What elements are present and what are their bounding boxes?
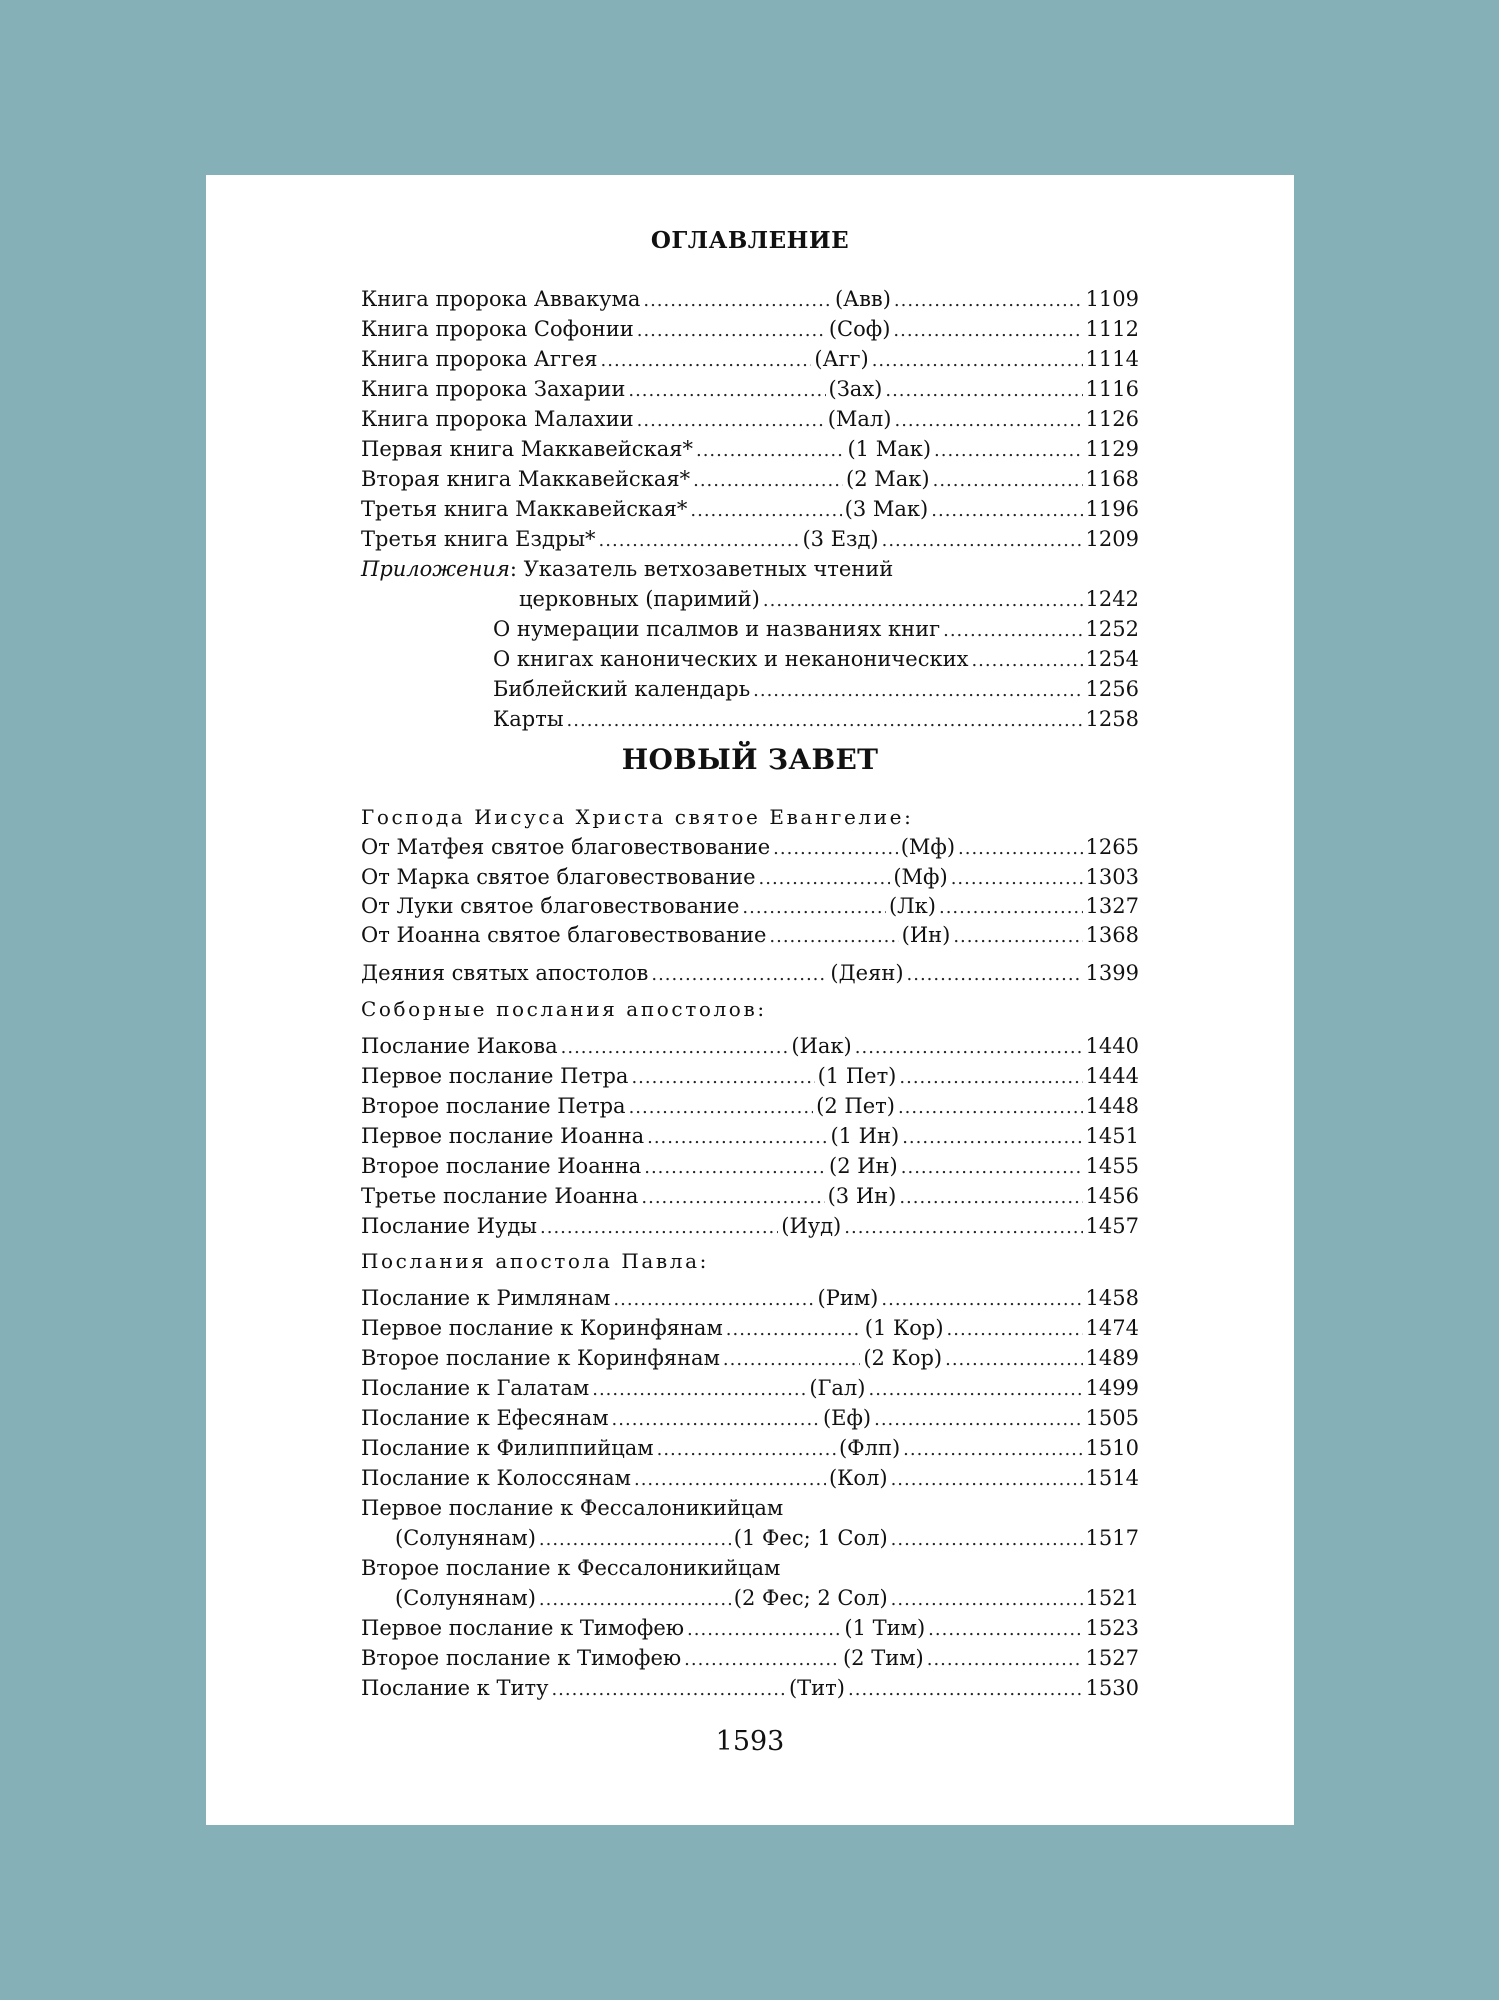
entry-page: 1458 bbox=[1085, 1286, 1139, 1310]
leader-dots bbox=[898, 1094, 1083, 1122]
toc-entry[interactable] bbox=[361, 375, 1139, 403]
toc-entry[interactable] bbox=[395, 1584, 1139, 1612]
entry-page: 1521 bbox=[1085, 1586, 1139, 1610]
entry-title: Книга пророка Малахии bbox=[361, 407, 634, 431]
toc-entry[interactable] bbox=[361, 1122, 1139, 1150]
toc-entry[interactable] bbox=[493, 675, 1139, 703]
leader-dots bbox=[945, 1346, 1082, 1374]
leader-dots bbox=[561, 1034, 789, 1062]
leader-dots bbox=[891, 1466, 1083, 1494]
entry-abbr: (Мф) bbox=[900, 835, 956, 859]
leader-dots bbox=[939, 894, 1083, 922]
leader-dots bbox=[690, 497, 841, 525]
toc-entry[interactable] bbox=[361, 1614, 1139, 1642]
entry-title: Первая книга Маккавейская* bbox=[361, 437, 693, 461]
leader-dots bbox=[907, 961, 1083, 989]
entry-abbr: (2 Пет) bbox=[816, 1094, 895, 1118]
leader-dots bbox=[657, 1436, 836, 1464]
toc-entry[interactable] bbox=[361, 1212, 1139, 1240]
entry-page: 1256 bbox=[1085, 677, 1139, 701]
entry-title: Вторая книга Маккавейская* bbox=[361, 467, 691, 491]
entry-page: 1451 bbox=[1085, 1124, 1139, 1148]
leader-dots bbox=[613, 1286, 814, 1314]
entry-page: 1527 bbox=[1085, 1646, 1139, 1670]
entry-page: 1368 bbox=[1085, 923, 1140, 947]
appendix-label: Приложения bbox=[361, 557, 510, 581]
entry-page: 1242 bbox=[1085, 587, 1139, 611]
entry-page: 1456 bbox=[1085, 1184, 1139, 1208]
entry-title: Книга пророка Захарии bbox=[361, 377, 626, 401]
entry-abbr: (2 Ин) bbox=[829, 1154, 898, 1178]
entry-title: О книгах канонических и неканонических bbox=[493, 647, 969, 671]
leader-dots bbox=[894, 287, 1083, 315]
entry-abbr: (3 Езд) bbox=[802, 527, 879, 551]
leader-dots bbox=[953, 923, 1082, 951]
entry-page: 1530 bbox=[1085, 1676, 1139, 1700]
leader-dots bbox=[894, 407, 1082, 435]
entry-abbr: (Соф) bbox=[828, 317, 891, 341]
entry-page: 1517 bbox=[1085, 1526, 1139, 1550]
leader-dots bbox=[612, 1406, 820, 1434]
entry-page: 1109 bbox=[1085, 287, 1140, 311]
leader-dots bbox=[693, 467, 843, 495]
entry-abbr: (Зах) bbox=[828, 377, 883, 401]
entry-abbr: (Мф) bbox=[893, 865, 948, 889]
leader-dots bbox=[769, 923, 898, 951]
entry-title: От Марка святое благовествование bbox=[361, 865, 756, 889]
entry-abbr: (Деян) bbox=[830, 961, 904, 985]
entry-abbr: (2 Тим) bbox=[842, 1646, 924, 1670]
entry-page: 1514 bbox=[1085, 1466, 1139, 1490]
pauline-header: Послания апостола Павла: bbox=[361, 1249, 709, 1273]
entry-abbr: (Тит) bbox=[788, 1676, 845, 1700]
book-page bbox=[206, 175, 1294, 1825]
entry-page: 1258 bbox=[1085, 707, 1139, 731]
entry-page: 1440 bbox=[1085, 1034, 1139, 1058]
leader-dots bbox=[592, 1376, 806, 1404]
leader-dots bbox=[629, 1094, 814, 1122]
entry-abbr: (1 Мак) bbox=[847, 437, 932, 461]
entry-title: От Луки святое благовествование bbox=[361, 894, 740, 918]
leader-dots bbox=[899, 1064, 1082, 1092]
toc-entry[interactable] bbox=[361, 315, 1139, 343]
entry-title: От Иоанна святое благовествование bbox=[361, 923, 767, 947]
leader-dots bbox=[759, 865, 891, 893]
entry-title: Первое послание к Тимофею bbox=[361, 1616, 685, 1640]
entry-page: 1126 bbox=[1085, 407, 1139, 431]
entry-title: Второе послание к Коринфянам bbox=[361, 1346, 720, 1370]
toc-entry[interactable] bbox=[361, 1434, 1139, 1462]
entry-abbr: (Флп) bbox=[838, 1436, 901, 1460]
entry-page: 1457 bbox=[1085, 1214, 1139, 1238]
entry-page: 1114 bbox=[1085, 347, 1139, 371]
entry-title: Второе послание Иоанна bbox=[361, 1154, 642, 1178]
entry-page: 1444 bbox=[1085, 1064, 1139, 1088]
toc-entry[interactable] bbox=[361, 1092, 1139, 1120]
toc-entry[interactable] bbox=[361, 1374, 1139, 1402]
toc-entry[interactable] bbox=[361, 1032, 1139, 1060]
toc-entry[interactable] bbox=[361, 1344, 1139, 1372]
leader-dots bbox=[931, 497, 1082, 525]
entry-page: 1112 bbox=[1085, 317, 1139, 341]
leader-dots bbox=[903, 1436, 1082, 1464]
entry-page: 1116 bbox=[1085, 377, 1139, 401]
entry-title: Послание к Галатам bbox=[361, 1376, 590, 1400]
entry-abbr: (2 Фес; 2 Сол) bbox=[733, 1586, 888, 1610]
leader-dots bbox=[647, 1124, 827, 1152]
entry-title: Первое послание Петра bbox=[361, 1064, 629, 1088]
toc-entry[interactable] bbox=[395, 1524, 1139, 1552]
entry-title: Третье послание Иоанна bbox=[361, 1184, 639, 1208]
leader-dots bbox=[943, 617, 1082, 645]
toc-entry[interactable] bbox=[361, 495, 1139, 523]
entry-title: Послание Иакова bbox=[361, 1034, 558, 1058]
entry-title: Книга пророка Аввакума bbox=[361, 287, 641, 311]
entry-title: Деяния святых апостолов bbox=[361, 961, 649, 985]
entry-title: Послание к Колоссянам bbox=[361, 1466, 631, 1490]
entry-abbr: (2 Кор) bbox=[863, 1346, 943, 1370]
leader-dots bbox=[899, 1184, 1082, 1212]
leader-dots bbox=[601, 347, 812, 375]
toc-entry[interactable] bbox=[361, 1464, 1139, 1492]
catholic-header: Соборные послания апостолов: bbox=[361, 997, 767, 1021]
leader-dots bbox=[540, 1214, 778, 1242]
entry-page: 1510 bbox=[1085, 1436, 1139, 1460]
entry-abbr: (Рим) bbox=[817, 1286, 879, 1310]
entry-abbr: (Ин) bbox=[901, 923, 951, 947]
toc-entry[interactable] bbox=[361, 892, 1139, 920]
toc-entry[interactable] bbox=[361, 959, 1139, 987]
leader-dots bbox=[742, 894, 886, 922]
toc-entry[interactable] bbox=[361, 465, 1139, 493]
toc-entry[interactable] bbox=[361, 1284, 1139, 1312]
leader-dots bbox=[753, 677, 1082, 705]
appendix-first-line: : Указатель ветхозаветных чтений bbox=[509, 557, 894, 581]
entry-abbr: (Иак) bbox=[791, 1034, 852, 1058]
entry-page: 1489 bbox=[1085, 1346, 1139, 1370]
leader-dots bbox=[634, 1466, 826, 1494]
entry-title: Карты bbox=[493, 707, 564, 731]
entry-title: Книга пророка Аггея bbox=[361, 347, 598, 371]
toc-entry[interactable] bbox=[361, 345, 1139, 373]
entry-page: 1168 bbox=[1085, 467, 1139, 491]
toc-entry[interactable] bbox=[361, 525, 1139, 553]
page-number: 1593 bbox=[715, 1726, 785, 1757]
toc-entry[interactable] bbox=[361, 1644, 1139, 1672]
entry-abbr: (2 Мак) bbox=[846, 467, 930, 491]
entry-title: Библейский календарь bbox=[493, 677, 751, 701]
nt-title: НОВЫЙ ЗАВЕТ bbox=[621, 743, 879, 776]
gospels-header: Господа Иисуса Христа святое Евангелие: bbox=[361, 805, 914, 829]
leader-dots bbox=[885, 377, 1082, 405]
leader-dots bbox=[928, 1616, 1082, 1644]
entry-page: 1129 bbox=[1085, 437, 1139, 461]
toc-entry[interactable] bbox=[493, 615, 1139, 643]
entry-page: 1303 bbox=[1085, 865, 1139, 889]
entry-title: Послание к Ефесянам bbox=[361, 1406, 609, 1430]
entry-title: (Солунянам) bbox=[395, 1526, 536, 1550]
leader-dots bbox=[848, 1676, 1083, 1704]
entry-first-line: Второе послание к Фессалоникийцам bbox=[361, 1556, 781, 1580]
leader-dots bbox=[872, 347, 1083, 375]
toc-entry[interactable] bbox=[361, 863, 1139, 891]
entry-title: Первое послание Иоанна bbox=[361, 1124, 645, 1148]
entry-page: 1252 bbox=[1085, 617, 1139, 641]
entry-title: О нумерации псалмов и названиях книг bbox=[493, 617, 941, 641]
leader-dots bbox=[947, 1316, 1083, 1344]
entry-page: 1455 bbox=[1085, 1154, 1139, 1178]
entry-page: 1265 bbox=[1085, 835, 1139, 859]
leader-dots bbox=[551, 1676, 786, 1704]
entry-title: От Матфея святое благовествование bbox=[361, 835, 771, 859]
leader-dots bbox=[881, 1286, 1082, 1314]
leader-dots bbox=[763, 587, 1083, 615]
toc-entry[interactable] bbox=[361, 1404, 1139, 1432]
toc-entry[interactable] bbox=[361, 405, 1139, 433]
leader-dots bbox=[902, 1124, 1082, 1152]
leader-dots bbox=[726, 1316, 862, 1344]
leader-dots bbox=[644, 1154, 826, 1182]
leader-dots bbox=[958, 835, 1083, 863]
leader-dots bbox=[539, 1586, 731, 1614]
leader-dots bbox=[628, 377, 825, 405]
entry-page: 1499 bbox=[1085, 1376, 1139, 1400]
leader-dots bbox=[844, 1214, 1082, 1242]
entry-page: 1505 bbox=[1085, 1406, 1139, 1430]
entry-abbr: (Агг) bbox=[814, 347, 869, 371]
toc-entry[interactable] bbox=[361, 285, 1139, 313]
toc-title: ОГЛАВЛЕНИЕ bbox=[650, 227, 850, 254]
toc-entry[interactable] bbox=[361, 833, 1139, 861]
entry-title: Книга пророка Софонии bbox=[361, 317, 634, 341]
leader-dots bbox=[643, 287, 832, 315]
toc-entry[interactable] bbox=[361, 921, 1139, 949]
entry-abbr: (3 Ин) bbox=[827, 1184, 897, 1208]
appendix-heading bbox=[361, 555, 893, 583]
leader-dots bbox=[933, 467, 1083, 495]
entry-abbr: (1 Ин) bbox=[830, 1124, 900, 1148]
entry-abbr: (1 Пет) bbox=[817, 1064, 897, 1088]
leader-dots bbox=[874, 1406, 1082, 1434]
entry-title: Второе послание Петра bbox=[361, 1094, 626, 1118]
entry-page: 1399 bbox=[1085, 961, 1139, 985]
leader-dots bbox=[631, 1064, 814, 1092]
leader-dots bbox=[927, 1646, 1083, 1674]
entry-title: Третья книга Маккавейская* bbox=[361, 497, 688, 521]
leader-dots bbox=[868, 1376, 1082, 1404]
entry-title: Послание Иуды bbox=[361, 1214, 537, 1238]
leader-dots bbox=[773, 835, 898, 863]
toc-entry[interactable] bbox=[493, 645, 1139, 673]
toc-entry[interactable] bbox=[493, 705, 1139, 733]
entry-abbr: (1 Тим) bbox=[844, 1616, 926, 1640]
leader-dots bbox=[651, 961, 827, 989]
leader-dots bbox=[696, 437, 845, 465]
leader-dots bbox=[637, 317, 826, 345]
leader-dots bbox=[687, 1616, 841, 1644]
entry-abbr: (Еф) bbox=[822, 1406, 872, 1430]
entry-abbr: (1 Кор) bbox=[864, 1316, 944, 1340]
leader-dots bbox=[934, 437, 1083, 465]
leader-dots bbox=[599, 527, 800, 555]
entry-abbr: (Мал) bbox=[827, 407, 892, 431]
entry-title: Первое послание к Коринфянам bbox=[361, 1316, 723, 1340]
entry-page: 1327 bbox=[1085, 894, 1139, 918]
leader-dots bbox=[891, 1586, 1083, 1614]
leader-dots bbox=[855, 1034, 1083, 1062]
leader-dots bbox=[891, 1526, 1083, 1554]
entry-page: 1448 bbox=[1085, 1094, 1139, 1118]
toc-entry[interactable] bbox=[361, 1152, 1139, 1180]
leader-dots bbox=[901, 1154, 1083, 1182]
leader-dots bbox=[723, 1346, 860, 1374]
leader-dots bbox=[637, 407, 825, 435]
entry-first-line: Первое послание к Фессалоникийцам bbox=[361, 1496, 784, 1520]
entry-abbr: (Кол) bbox=[828, 1466, 888, 1490]
entry-title: (Солунянам) bbox=[395, 1586, 536, 1610]
toc-entry[interactable] bbox=[361, 1062, 1139, 1090]
entry-page: 1196 bbox=[1085, 497, 1139, 521]
entry-title: Третья книга Ездры* bbox=[361, 527, 596, 551]
entry-page: 1254 bbox=[1085, 647, 1139, 671]
leader-dots bbox=[882, 527, 1083, 555]
leader-dots bbox=[971, 647, 1082, 675]
entry-abbr: (Гал) bbox=[809, 1376, 866, 1400]
entry-page: 1523 bbox=[1085, 1616, 1139, 1640]
entry-abbr: (1 Фес; 1 Сол) bbox=[733, 1526, 888, 1550]
entry-title: Послание к Филиппийцам bbox=[361, 1436, 654, 1460]
entry-title: церковных (паримий) bbox=[519, 587, 760, 611]
entry-page: 1209 bbox=[1085, 527, 1139, 551]
toc-entry[interactable] bbox=[361, 435, 1139, 463]
toc-entry[interactable] bbox=[519, 585, 1139, 613]
entry-abbr: (Иуд) bbox=[781, 1214, 842, 1238]
toc-entry[interactable] bbox=[361, 1182, 1139, 1210]
entry-page: 1474 bbox=[1085, 1316, 1139, 1340]
leader-dots bbox=[951, 865, 1083, 893]
leader-dots bbox=[539, 1526, 731, 1554]
toc-entry[interactable] bbox=[361, 1674, 1139, 1702]
entry-title: Послание к Римлянам bbox=[361, 1286, 611, 1310]
entry-title: Второе послание к Тимофею bbox=[361, 1646, 682, 1670]
leader-dots bbox=[567, 707, 1083, 735]
entry-abbr: (Лк) bbox=[888, 894, 936, 918]
toc-entry[interactable] bbox=[361, 1314, 1139, 1342]
leader-dots bbox=[684, 1646, 840, 1674]
leader-dots bbox=[893, 317, 1082, 345]
leader-dots bbox=[641, 1184, 824, 1212]
entry-abbr: (3 Мак) bbox=[844, 497, 929, 521]
entry-title: Послание к Титу bbox=[361, 1676, 549, 1700]
entry-abbr: (Авв) bbox=[834, 287, 891, 311]
